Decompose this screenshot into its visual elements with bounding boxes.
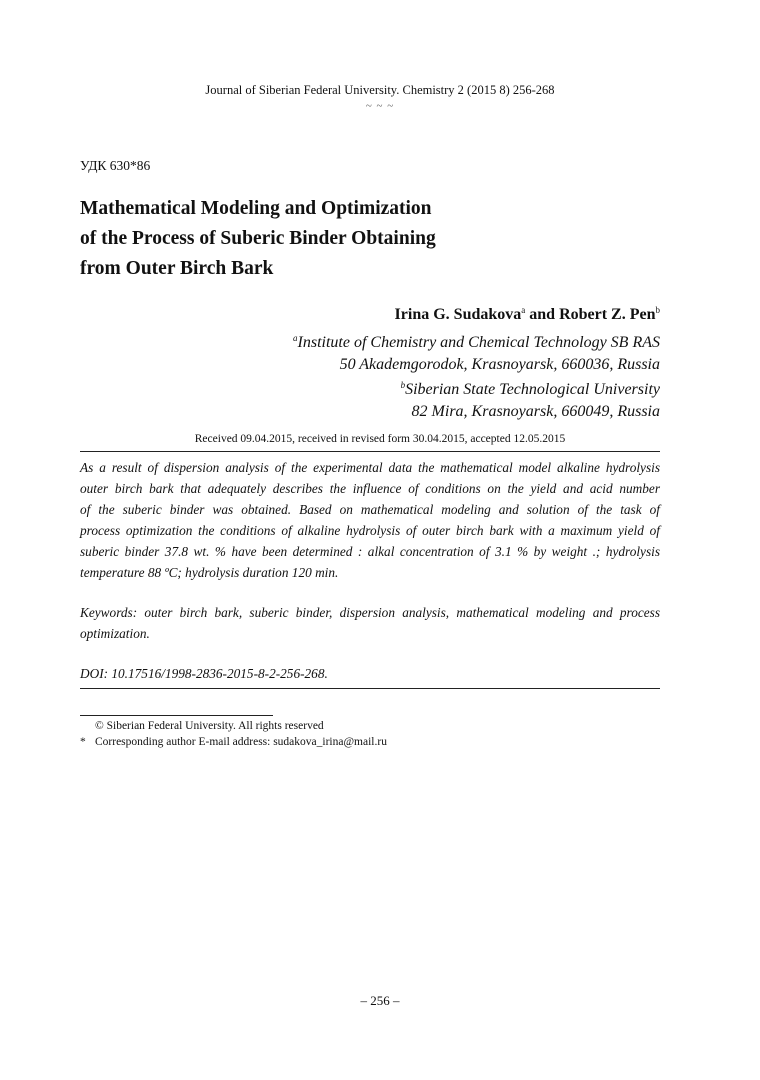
keywords-line: optimization. bbox=[80, 626, 150, 641]
affiliation-b-name: Siberian State Technological University bbox=[405, 381, 660, 398]
page-number: – 256 – bbox=[360, 993, 400, 1008]
keywords-line: Keywords: outer birch bark, suberic binder, dispersion analysis, mathematical modeling and process bbox=[80, 605, 660, 620]
abstract-line: outer birch bark that adequately describes the influence of conditions on the yield and acid number bbox=[80, 481, 660, 496]
author-conjunction: and bbox=[525, 306, 560, 323]
footnote-rule bbox=[80, 715, 273, 716]
affiliation-marker: a bbox=[293, 333, 298, 343]
affiliation-marker: b bbox=[400, 380, 406, 390]
received-dates: Received 09.04.2015, received in revised form 30.04.2015, accepted 12.05.2015 bbox=[194, 433, 566, 445]
author-name: Robert Z. Pen bbox=[559, 306, 656, 323]
affiliations bbox=[293, 328, 660, 422]
author-list bbox=[395, 305, 660, 324]
affiliation-b-address: 82 Mira, Krasnoyarsk, 660049, Russia bbox=[411, 402, 660, 420]
title-line: of the Process of Suberic Binder Obtaining bbox=[80, 228, 436, 249]
abstract-line: of the suberic binder was obtained. Based on mathematical modeling and solution of the task of bbox=[80, 502, 660, 517]
doi: DOI: 10.17516/1998-2836-2015-8-2-256-268. bbox=[80, 666, 328, 681]
udk-code: УДК 630*86 bbox=[80, 158, 151, 173]
affiliation-a-line1 bbox=[293, 328, 660, 354]
abstract bbox=[80, 457, 660, 583]
title-line: Mathematical Modeling and Optimization bbox=[80, 198, 432, 219]
title-line: from Outer Birch Bark bbox=[80, 258, 274, 279]
copyright-note: © Siberian Federal University. All rights reserved bbox=[95, 720, 324, 732]
abstract-line: suberic binder 37.8 wt. % have been determined : alkal concentration of 3.1 % by weight .; hydrolysis bbox=[80, 544, 660, 559]
author-name: Irina G. Sudakova bbox=[394, 306, 522, 323]
paper-title bbox=[80, 194, 680, 284]
abstract-line: As a result of dispersion analysis of the experimental data the mathematical model alkaline hydrolysis bbox=[80, 460, 660, 475]
abstract-line: process optimization the conditions of alkaline hydrolysis of outer birch bark with a maximum yield of bbox=[80, 523, 660, 538]
divider bbox=[80, 688, 660, 689]
abstract-line: temperature 88 ºC; hydrolysis duration 120 min. bbox=[80, 565, 339, 580]
affiliation-marker: b bbox=[655, 305, 660, 315]
corresponding-author-note: Corresponding author E-mail address: sudakova_irina@mail.ru bbox=[95, 736, 387, 748]
journal-header: Journal of Siberian Federal University. Chemistry 2 (2015 8) 256-268 bbox=[205, 83, 555, 97]
affiliation-b-line1 bbox=[293, 375, 660, 401]
divider bbox=[80, 451, 660, 452]
affiliation-marker: a bbox=[521, 305, 526, 315]
header-separator: ~ ~ ~ bbox=[365, 100, 395, 112]
footnote-marker: * bbox=[80, 736, 86, 748]
affiliation-a-name: Institute of Chemistry and Chemical Technology SB RAS bbox=[297, 334, 660, 351]
affiliation-a-address: 50 Akademgorodok, Krasnoyarsk, 660036, Russia bbox=[339, 355, 660, 373]
keywords bbox=[80, 602, 660, 644]
